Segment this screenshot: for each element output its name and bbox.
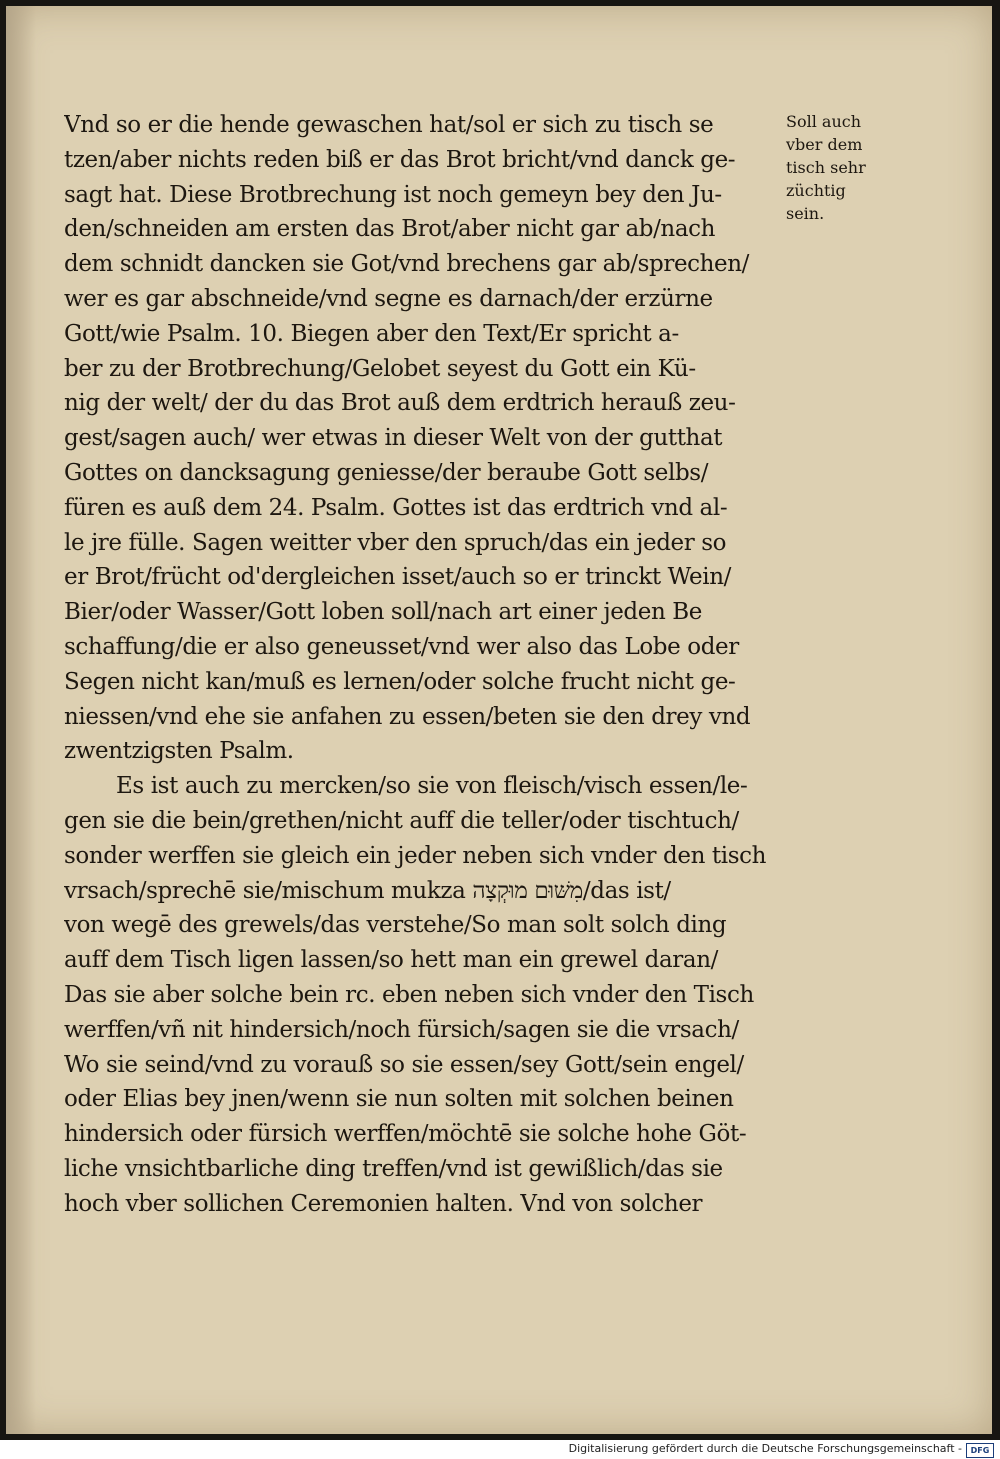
text-line: vrsach/sprechē sie/mischum mukza מִשּׁוּם מוּקְצָה/das ist/ — [64, 877, 671, 904]
margin-note-line: sein. — [786, 204, 825, 223]
text-line: liche vnsichtbarliche ding treffen/vnd ist gewißlich/das sie — [64, 1155, 723, 1182]
text-line: Wo sie seind/vnd zu vorauß so sie essen/sey Gott/sein engel/ — [64, 1051, 744, 1078]
text-line: füren es auß dem 24. Psalm. Gottes ist das erdtrich vnd al- — [64, 494, 728, 521]
funding-credit: Digitalisierung gefördert durch die Deutsche Forschungsgemeinschaft - — [568, 1442, 962, 1455]
text-line: Es ist auch zu mercken/so sie von fleisch/visch essen/le- — [116, 773, 748, 800]
text-line: niessen/vnd ehe sie anfahen zu essen/beten sie den drey vnd — [64, 703, 751, 730]
main-text-block — [64, 108, 784, 1222]
text-line: tzen/aber nichts reden biß er das Brot bricht/vnd danck ge- — [64, 146, 736, 173]
page-fold-shadow — [6, 6, 36, 1434]
text-line: gen sie die bein/grethen/nicht auff die teller/oder tischtuch/ — [64, 807, 739, 834]
text-line: Vnd so er die hende gewaschen hat/sol er sich zu tisch se — [64, 112, 714, 138]
text-line: ber zu der Brotbrechung/Gelobet seyest du Gott ein Kü- — [64, 355, 696, 382]
margin-note-line: tisch sehr — [786, 158, 866, 177]
text-line: gest/sagen auch/ wer etwas in dieser Welt von der gutthat — [64, 425, 723, 452]
text-line: schaffung/die er also geneusset/vnd wer also das Lobe oder — [64, 633, 739, 660]
margin-note-line: Soll auch — [786, 112, 862, 131]
text-line: nig der welt/ der du das Brot auß dem erdtrich herauß zeu- — [64, 390, 736, 417]
text-line: werffen/vñ nit hindersich/noch fürsich/sagen sie die vrsach/ — [64, 1016, 739, 1043]
text-line: auff dem Tisch ligen lassen/so hett man ein grewel daran/ — [64, 947, 718, 974]
text-line: dem schnidt dancken sie Got/vnd brechens gar ab/sprechen/ — [64, 251, 750, 278]
text-line: hindersich oder fürsich werffen/möchtē sie solche hohe Göt- — [64, 1121, 747, 1148]
margin-note-line: vber dem — [786, 135, 863, 154]
text-line: sagt hat. Diese Brotbrechung ist noch gemeyn bey den Ju- — [64, 181, 722, 208]
text-line: Das sie aber solche bein rc. eben neben sich vnder den Tisch — [64, 981, 754, 1008]
text-line: oder Elias bey jnen/wenn sie nun solten mit solchen beinen — [64, 1086, 734, 1113]
text-line: den/schneiden am ersten das Brot/aber nicht gar ab/nach — [64, 216, 716, 243]
text-line: Segen nicht kan/muß es lernen/oder solche frucht nicht ge- — [64, 668, 736, 695]
text-line: le jre fülle. Sagen weitter vber den spruch/das ein jeder so — [64, 529, 727, 556]
text-line: wer es gar abschneide/vnd segne es darnach/der erzürne — [64, 285, 713, 312]
text-line: Gott/wie Psalm. 10. Biegen aber den Text/Er spricht a- — [64, 320, 679, 347]
footer-bar — [0, 1440, 1000, 1459]
text-line: Gottes on dancksagung geniesse/der beraube Gott selbs/ — [64, 459, 709, 486]
text-line: sonder werffen sie gleich ein jeder neben sich vnder den tisch — [64, 842, 767, 869]
margin-note-line: züchtig — [786, 181, 846, 200]
text-line: von wegē des grewels/das verstehe/So man solt solch ding — [64, 912, 727, 939]
dfg-logo: DFG — [966, 1443, 994, 1458]
margin-note — [786, 110, 906, 225]
text-line: zwentzigsten Psalm. — [64, 738, 294, 765]
text-line: hoch vber sollichen Ceremonien halten. Vnd von solcher — [64, 1190, 703, 1217]
text-line: er Brot/frücht od'dergleichen isset/auch so er trinckt Wein/ — [64, 564, 731, 591]
text-line: Bier/oder Wasser/Gott loben soll/nach art einer jeden Be — [64, 599, 703, 626]
